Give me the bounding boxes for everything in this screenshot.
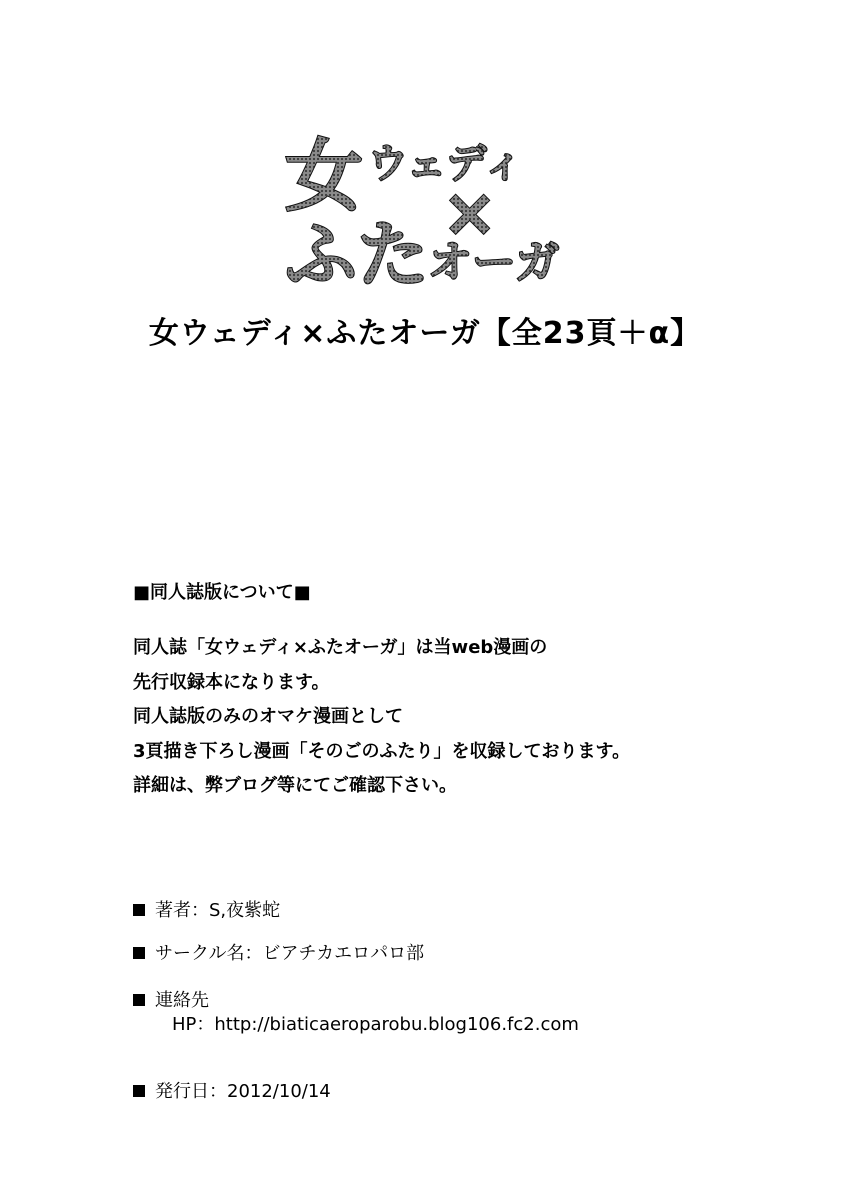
description-line: 詳細は、弊ブログ等にてご確認下さい。 xyxy=(133,775,457,796)
contact-line xyxy=(133,986,209,1012)
author-line xyxy=(133,896,280,922)
bullet-square-icon xyxy=(133,947,145,959)
section-heading: ■同人誌版について■ xyxy=(133,582,311,603)
logo-cross: × xyxy=(442,174,498,251)
circle-text: サークル名：ビアチカエロパロ部 xyxy=(155,943,425,964)
date-line xyxy=(133,1077,331,1103)
page-title: 女ウェディ×ふたオーガ【全23頁＋α】 xyxy=(148,316,702,351)
logo-futa: ふた xyxy=(285,213,430,290)
author-text: 著者：S,夜紫蛇 xyxy=(155,900,281,921)
contact-label: 連絡先 xyxy=(155,990,209,1011)
logo-char-onna: 女 xyxy=(285,132,364,222)
homepage-url: HP：http://biaticaeroparobu.blog106.fc2.com xyxy=(172,1014,579,1035)
logo-ogre: オーガ xyxy=(428,237,560,288)
title-logo-graphic xyxy=(280,125,580,290)
title-logo xyxy=(280,125,580,290)
bullet-square-icon xyxy=(133,1085,145,1097)
logo-wedy: ウェディ xyxy=(368,141,524,187)
description-line: 同人誌版のみのオマケ漫画として xyxy=(133,706,403,727)
description-line: 先行収録本になります。 xyxy=(133,671,330,693)
date-text: 発行日：2012/10/14 xyxy=(155,1081,331,1102)
description-text xyxy=(133,636,630,809)
bullet-square-icon xyxy=(133,994,145,1006)
description-line: 同人誌「女ウェディ×ふたオーガ」は当web漫画の xyxy=(133,637,548,658)
description-line: 3頁描き下ろし漫画「そのごのふたり」を収録しております。 xyxy=(133,740,631,762)
bullet-square-icon xyxy=(133,904,145,916)
circle-line xyxy=(133,939,424,965)
